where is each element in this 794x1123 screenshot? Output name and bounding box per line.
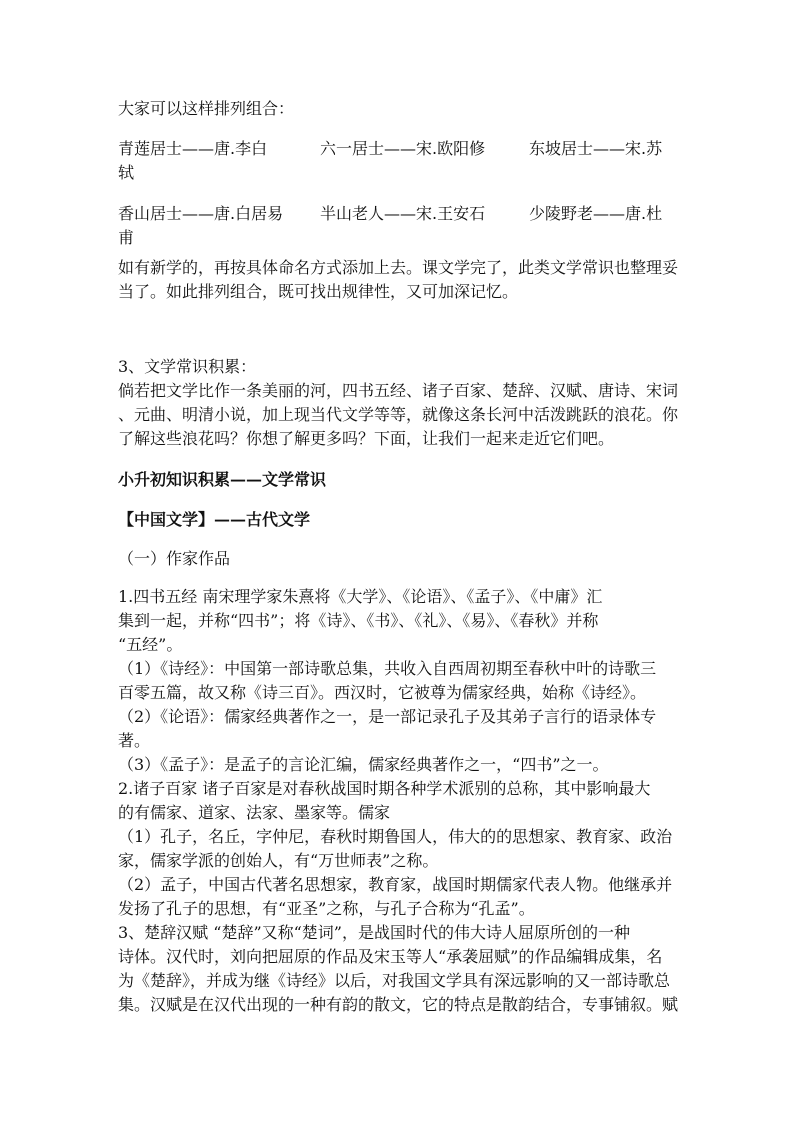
section-heading: 3、文学常识积累： [118, 357, 257, 376]
subtitle-block [118, 508, 680, 532]
paragraph-line: 倘若把文学比作一条美丽的河，四书五经、诸子百家、楚辞、汉赋、唐诗、宋词 [118, 381, 679, 400]
intro-text: 大家可以这样排列组合： [118, 99, 295, 118]
section-3 [118, 355, 680, 451]
body-line: 1.四书五经 南宋理学家朱熹将《大学》、《论语》、《孟子》、《中庸》汇 [118, 587, 603, 606]
body-line: （3）《孟子》：是孟子的言论汇编，儒家经典著作之一，“四书”之一。 [118, 755, 609, 774]
pairing-item: 少陵野老——唐.杜 [529, 204, 663, 223]
paragraph-line: 如有新学的，再按具体命名方式添加上去。课文学完了，此类文学常识也整理妥 [118, 258, 679, 277]
pairing-row-2 [118, 202, 718, 226]
pairing-item: 六一居士——宋.欧阳修 [320, 139, 486, 158]
body-line: 3、楚辞汉赋 “楚辞”又称“楚词”，是战国时代的伟大诗人屈原所创的一种 [118, 923, 630, 942]
body-line: （1）《诗经》：中国第一部诗歌总集，共收入自西周初期至春秋中叶的诗歌三 [118, 659, 657, 678]
paragraph-line: 当了。如此排列组合，既可找出规律性，又可加深记忆。 [118, 282, 519, 301]
page-title: 小升初知识积累——文学常识 [118, 470, 327, 489]
page-subtitle: 【中国文学】——古代文学 [118, 510, 311, 529]
pairing-item: 半山老人——宋.王安石 [320, 204, 486, 223]
pairing-row-2-wrap [118, 226, 680, 250]
body-line: 发扬了孔子的思想，有“亚圣”之称，与孔子合称为“孔孟”。 [118, 899, 535, 918]
pairing-wrap-text: 轼 [118, 163, 135, 182]
body-line: 集。汉赋是在汉代出现的一种有韵的散文，它的特点是散韵结合，专事铺叙。赋 [118, 995, 679, 1014]
body-line: （1）孔子，名丘，字仲尼，春秋时期鲁国人，伟大的的思想家、教育家、政治 [118, 827, 673, 846]
body-line: 2.诸子百家 诸子百家是对春秋战国时期各种学术派别的总称，其中影响最大 [118, 779, 651, 798]
body-line: （2）孟子，中国古代著名思想家，教育家，战国时期儒家代表人物。他继承并 [118, 875, 673, 894]
paragraph-line: 了解这些浪花吗？你想了解更多吗？下面，让我们一起来走近它们吧。 [118, 429, 615, 448]
body-text [118, 585, 680, 1017]
part-1-block [118, 547, 680, 571]
body-line: （2）《论语》：儒家经典著作之一，是一部记录孔子及其弟子言行的语录体专 [118, 707, 657, 726]
pairing-row-1 [118, 137, 718, 161]
body-line: 为《楚辞》，并成为继《诗经》以后，对我国文学具有深远影响的又一部诗歌总 [118, 971, 671, 990]
body-line: 集到一起，并称“四书”；将《诗》、《书》、《礼》、《易》、《春秋》并称 [118, 611, 599, 630]
body-line: 家，儒家学派的创始人，有“万世师表”之称。 [118, 851, 439, 870]
title-block [118, 468, 680, 492]
body-line: 的有儒家、道家、法家、墨家等。儒家 [118, 803, 391, 822]
intro-line [118, 97, 680, 121]
body-line: “五经”。 [118, 635, 183, 654]
pairing-row-1-wrap [118, 161, 680, 185]
pairing-wrap-text: 甫 [118, 228, 135, 247]
pairing-item: 青莲居士——唐.李白 [118, 139, 268, 158]
body-line: 著。 [118, 731, 151, 750]
intro-paragraph [118, 256, 680, 304]
body-line: 百零五篇，故又称《诗三百》。西汉时，它被尊为儒家经典，始称《诗经》。 [118, 683, 647, 702]
part-heading: （一）作家作品 [118, 549, 231, 568]
pairing-item: 香山居士——唐.白居易 [118, 204, 284, 223]
pairing-item: 东坡居士——宋.苏 [529, 139, 663, 158]
body-line: 诗体。汉代时，刘向把屈原的作品及宋玉等人“承袭屈赋”的作品编辑成集，名 [118, 947, 663, 966]
paragraph-line: 、元曲、明清小说，加上现当代文学等等，就像这条长河中活泼跳跃的浪花。你 [118, 405, 679, 424]
